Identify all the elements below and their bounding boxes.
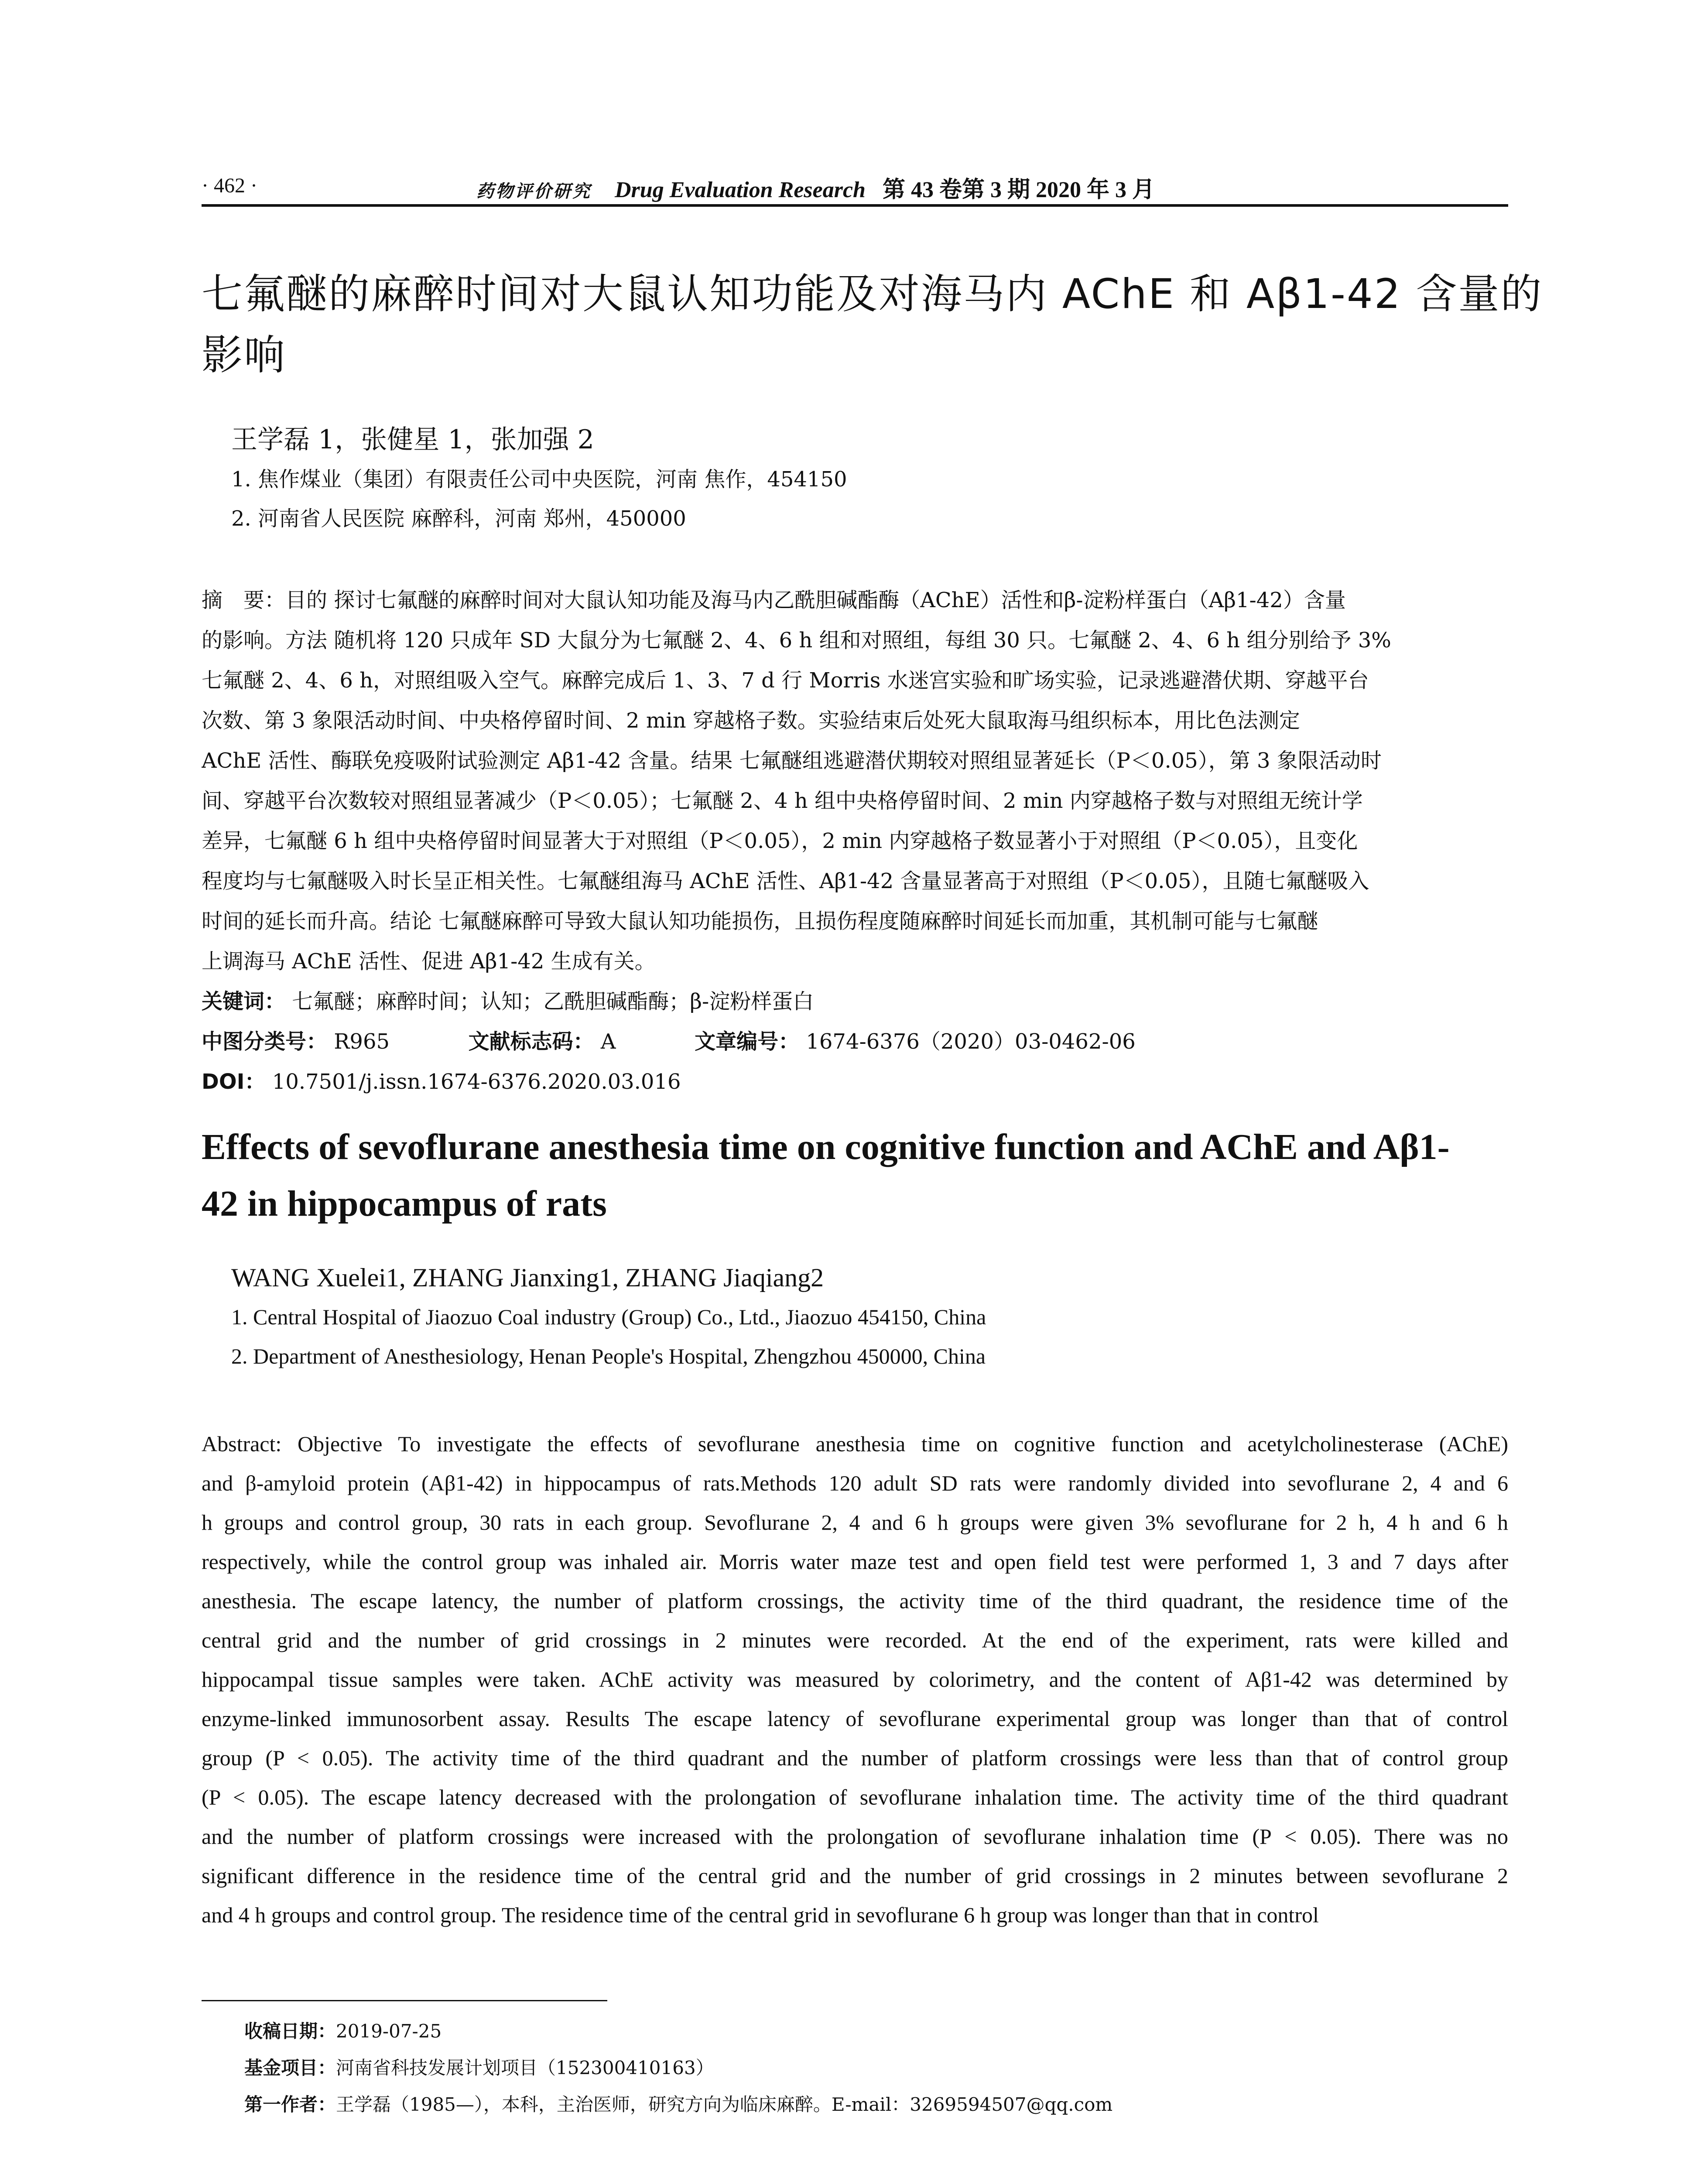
english-abstract-line: Abstract: Objective To investigate the effects of sevoflurane anesthesia time on cognitive function and acetylcholinesterase (AChE): [202, 1432, 1508, 1456]
doi-label: DOI：: [202, 1070, 266, 1094]
journal-issue: 第 43 卷第 3 期 2020 年 3 月: [882, 178, 1155, 202]
keywords: [202, 981, 1508, 1022]
footnote-first-author: [244, 2086, 1112, 2123]
english-abstract-line: and 4 h groups and control group. The residence time of the central grid in sevoflurane 6 h group was longer than that in control: [202, 1903, 1319, 1927]
chinese-title: [202, 264, 1543, 386]
keywords-value: 七氟醚；麻醉时间；认知；乙酰胆碱酯酶；β-淀粉样蛋白: [292, 989, 814, 1014]
chinese-abstract-line: 的影响。方法 随机将 120 只成年 SD 大鼠分为七氟醚 2、4、6 h 组和对照组，每组 30 只。七氟醚 2、4、6 h 组分别给予 3%: [202, 628, 1391, 653]
journal-name: Drug Evaluation Research: [615, 178, 866, 202]
chinese-authors: 王学磊 1，张健星 1，张加强 2: [231, 424, 594, 455]
english-abstract-line: and β-amyloid protein (Aβ1-42) in hippocampus of rats.Methods 120 adult SD rats were randomly divided into sevoflurane 2, 4 and 6: [202, 1471, 1508, 1495]
footnote-label: 收稿日期：: [244, 2020, 336, 2042]
english-affiliation: 2. Department of Anesthesiology, Henan People's Hospital, Zhengzhou 450000, China: [231, 1344, 986, 1368]
chinese-abstract-line: 摘 要：目的 探讨七氟醚的麻醉时间对大鼠认知功能及海马内乙酰胆碱酯酶（AChE）活性和β-淀粉样蛋白（Aβ1-42）含量: [202, 588, 1346, 612]
footnote-label: 基金项目：: [244, 2057, 336, 2078]
chinese-abstract-line: AChE 活性、酶联免疫吸附试验测定 Aβ1-42 含量。结果 七氟醚组逃避潜伏期较对照组显著延长（P＜0.05），第 3 象限活动时: [202, 749, 1382, 773]
english-abstract-line: hippocampal tissue samples were taken. AChE activity was measured by colorimetry, and the content of Aβ1-42 was determined by: [202, 1667, 1508, 1692]
chinese-title-line: 七氟醚的麻醉时间对大鼠认知功能及对海马内 AChE 和 Aβ1-42 含量的: [202, 270, 1543, 318]
classification-line: [202, 1022, 1508, 1062]
english-authors: WANG Xuelei1, ZHANG Jianxing1, ZHANG Jiaqiang2: [231, 1263, 824, 1292]
chinese-abstract-line: 次数、第 3 象限活动时间、中央格停留时间、2 min 穿越格子数。实验结束后处死大鼠取海马组织标本，用比色法测定: [202, 708, 1300, 733]
english-abstract-line: h groups and control group, 30 rats in each group. Sevoflurane 2, 4 and 6 h groups were given 3% sevoflurane for 2 h, 4 h and 6 h: [202, 1510, 1508, 1535]
footnote-value: 王学磊（1985—），本科，主治医师，研究方向为临床麻醉。E-mail：3269594507@qq.com: [336, 2094, 1113, 2115]
chinese-abstract-line: 七氟醚 2、4、6 h，对照组吸入空气。麻醉完成后 1、3、7 d 行 Morris 水迷宫实验和旷场实验，记录逃避潜伏期、穿越平台: [202, 668, 1369, 693]
english-abstract: [202, 1424, 1508, 1935]
article-number-value: 1674-6376（2020）03-0462-06: [806, 1029, 1136, 1054]
journal-info: [476, 171, 1155, 204]
chinese-affiliation: 2. 河南省人民医院 麻醉科，河南 郑州，450000: [231, 506, 686, 531]
english-affiliation: 1. Central Hospital of Jiaozuo Coal industry (Group) Co., Ltd., Jiaozuo 454150, China: [231, 1305, 986, 1329]
english-title-line: 42 in hippocampus of rats: [202, 1183, 607, 1224]
english-title-line: Effects of sevoflurane anesthesia time on cognitive function and AChE and Aβ1-: [202, 1127, 1450, 1167]
footnote-label: 第一作者：: [244, 2094, 336, 2115]
footnote-value: 2019-07-25: [336, 2020, 442, 2042]
english-abstract-line: central grid and the number of grid crossings in 2 minutes were recorded. At the end of the experiment, rats were killed and: [202, 1628, 1508, 1652]
english-abstract-line: group (P < 0.05). The activity time of the third quadrant and the number of platform crossings were less than that of control group: [202, 1746, 1508, 1770]
english-abstract-line: significant difference in the residence time of the central grid and the number of grid crossings in 2 minutes between sevoflurane 2: [202, 1863, 1508, 1888]
chinese-abstract-line: 时间的延长而升高。结论 七氟醚麻醉可导致大鼠认知功能损伤，且损伤程度随麻醉时间延长而加重，其机制可能与七氟醚: [202, 909, 1318, 933]
clc-label: 中图分类号：: [202, 1029, 328, 1054]
english-abstract-line: respectively, while the control group was inhaled air. Morris water maze test and open field test were performed 1, 3 and 7 days after: [202, 1549, 1508, 1574]
english-abstract-line: enzyme-linked immunosorbent assay. Results The escape latency of sevoflurane experimental group was longer than that of control: [202, 1706, 1508, 1731]
footnote-received: [244, 2013, 1112, 2050]
journal-logo: 药物评价研究: [476, 181, 592, 201]
footnote-funding: [244, 2050, 1112, 2086]
doc-code-value: A: [600, 1029, 616, 1054]
chinese-title-line: 影响: [202, 332, 287, 379]
footnote-value: 河南省科技发展计划项目（152300410163）: [336, 2057, 714, 2078]
chinese-abstract-line: 上调海马 AChE 活性、促进 Aβ1-42 生成有关。: [202, 949, 656, 974]
keywords-label: 关键词：: [202, 989, 286, 1014]
chinese-abstract-line: 程度均与七氟醚吸入时长呈正相关性。七氟醚组海马 AChE 活性、Aβ1-42 含量显著高于对照组（P＜0.05），且随七氟醚吸入: [202, 869, 1369, 893]
chinese-abstract-line: 差异，七氟醚 6 h 组中央格停留时间显著大于对照组（P＜0.05），2 min 内穿越格子数显著小于对照组（P＜0.05），且变化: [202, 829, 1358, 853]
english-abstract-line: and the number of platform crossings were increased with the prolongation of sevoflurane inhalation time (P < 0.05). There was no: [202, 1824, 1508, 1849]
running-header: [202, 166, 1510, 201]
doi-line: [202, 1062, 1508, 1102]
doc-code-label: 文献标志码：: [468, 1029, 594, 1054]
clc-value: R965: [334, 1029, 390, 1054]
chinese-abstract-line: 间、穿越平台次数较对照组显著减少（P＜0.05）；七氟醚 2、4 h 组中央格停留时间、2 min 内穿越格子数与对照组无统计学: [202, 789, 1363, 813]
header-rule: [202, 204, 1508, 207]
chinese-abstract: [202, 580, 1508, 1102]
english-abstract-line: anesthesia. The escape latency, the number of platform crossings, the activity time of the third quadrant, the residence time of the: [202, 1589, 1508, 1613]
page-number: · 462 ·: [202, 174, 257, 197]
english-abstract-line: (P < 0.05). The escape latency decreased with the prolongation of sevoflurane inhalation time. The activity time of the third quadrant: [202, 1785, 1508, 1809]
footnote-rule: [202, 2000, 607, 2001]
footnotes: [244, 2013, 1112, 2123]
doi-value[interactable]: 10.7501/j.issn.1674-6376.2020.03.016: [272, 1070, 681, 1094]
article-number-label: 文章编号：: [695, 1029, 800, 1054]
english-title: [202, 1119, 1510, 1232]
chinese-affiliation: 1. 焦作煤业（集团）有限责任公司中央医院，河南 焦作，454150: [231, 467, 847, 492]
